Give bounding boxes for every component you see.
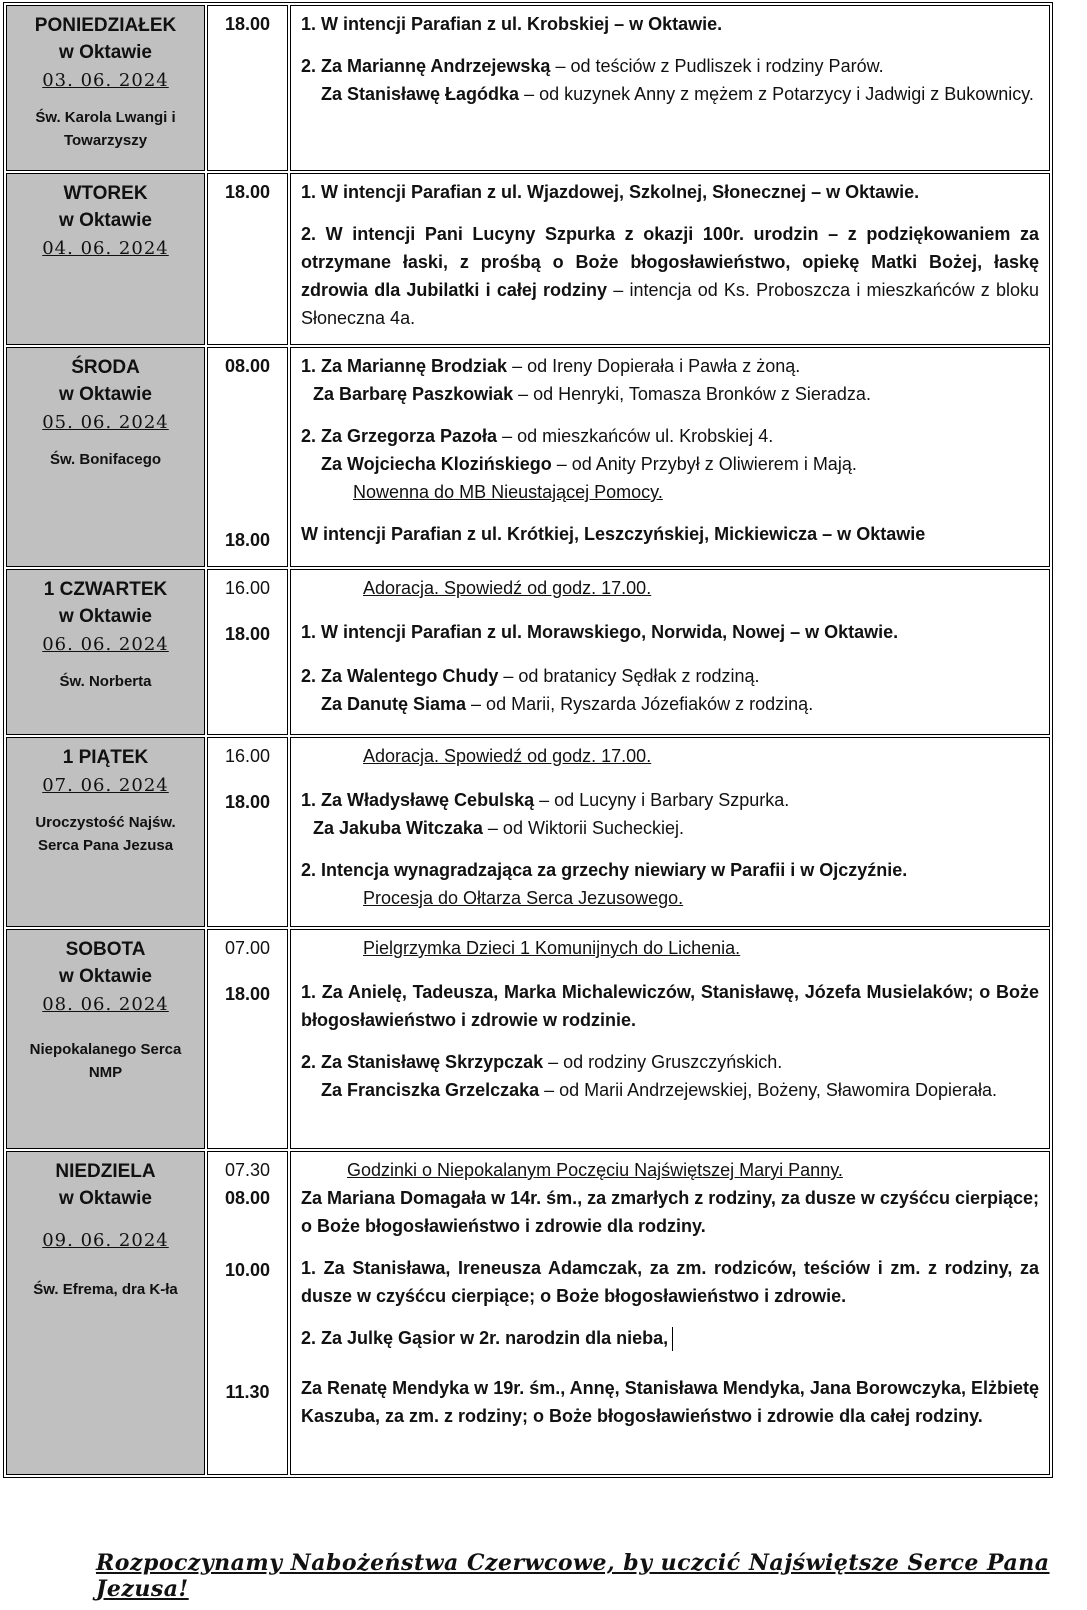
mass-time: 18.00 [224, 984, 271, 1004]
intention: Za Renatę Mendyka w 19r. śm., Annę, Stanisława Mendyka, Jana Borowczyka, Elżbietę Kaszuba, za zm. z rodziny; o Boże błogosławieństwo i zdrowie dla całej rodziny. [301, 1378, 1039, 1426]
mass-time: 18.00 [224, 624, 271, 644]
day-name: NIEDZIELA [55, 1161, 156, 1182]
day-name: SOBOTA [65, 939, 146, 960]
time-cell [207, 5, 288, 171]
day-row-wednesday [6, 347, 1050, 567]
day-row-tuesday [6, 173, 1050, 345]
intention: 1. W intencji Parafian z ul. Wjazdowej, Szkolnej, Słonecznej – w Oktawie. [301, 182, 920, 202]
day-cell [6, 737, 205, 927]
mass-time: 07.30 [224, 1160, 271, 1180]
day-cell [6, 173, 205, 345]
footer-announcement: Rozpoczynamy Nabożeństwa Czerwcowe, by uczcić Najświętsze Serce Pana Jezusa! [96, 1550, 1050, 1602]
mass-time: 08.00 [224, 1188, 271, 1208]
time-cell [207, 929, 288, 1149]
saint-name: Św. Bonifacego [49, 451, 162, 468]
service-note: Nowenna do MB Nieustającej Pomocy. [353, 482, 663, 502]
mass-time: 11.30 [225, 1382, 270, 1402]
intentions-cell [290, 173, 1050, 345]
time-cell [207, 1151, 288, 1475]
day-date: 05. 06. 2024 [42, 412, 169, 433]
day-date: 07. 06. 2024 [42, 775, 169, 796]
day-name: WTOREK [63, 183, 148, 204]
intention-name: Za Franciszka Grzelczaka [321, 1080, 540, 1100]
octave-label: w Oktawie [59, 606, 152, 627]
intention: 2. Za Julkę Gąsior w 2r. narodzin dla nieba, [301, 1328, 669, 1348]
intention: 1. W intencji Parafian z ul. Krobskiej – w Oktawie. [301, 14, 723, 34]
mass-schedule-table [3, 2, 1053, 1478]
day-date: 08. 06. 2024 [42, 994, 169, 1015]
intention-donor: – od Anity Przybył z Oliwierem i Mają. [551, 454, 857, 474]
intentions-cell [290, 5, 1050, 171]
mass-time: 18.00 [224, 530, 271, 550]
day-row-saturday [6, 929, 1050, 1149]
mass-time: 18.00 [224, 182, 271, 202]
intention-name: 2. Za Mariannę Andrzejewską [301, 56, 551, 76]
intention: 1. Za Stanisława, Ireneusza Adamczak, za zm. rodziców, teściów i zm. z rodziny, za dusze w czyśćcu cierpiące; o Boże błogosławieństwo i zdrowie. [301, 1258, 1039, 1306]
intention: 1. Za Anielę, Tadeusza, Marka Michalewiczów, Stanisławę, Józefa Musielaków; o Boże błogosławieństwo i zdrowie w rodzinie. [301, 982, 1039, 1030]
day-cell [6, 347, 205, 567]
saint-name: Uroczystość Najśw. Serca Pana Jezusa [35, 814, 176, 854]
intention-donor: – od kuzynek Anny z mężem z Potarzycy i Jadwigi z Bukownicy. [519, 84, 1034, 104]
mass-time: 16.00 [224, 746, 271, 766]
intention: Za Mariana Domagała w 14r. śm., za zmarłych z rodziny, za dusze w czyśćcu cierpiące; o Boże błogosławieństwo i zdrowie dla rodziny. [301, 1188, 1039, 1236]
mass-time: 16.00 [224, 578, 271, 598]
day-row-monday [6, 5, 1050, 171]
intention-donor: – intencja od Ks. Proboszcza i mieszkańców z bloku Słoneczna 4a. [301, 280, 1040, 328]
day-name: 1 PIĄTEK [62, 747, 149, 768]
intention-name: Za Stanisławę Łagódka [321, 84, 520, 104]
intention-name: Za Danutę Siama [321, 694, 467, 714]
saint-name: Niepokalanego Serca NMP [29, 1041, 182, 1081]
intention-donor: – od Henryki, Tomasza Bronków z Sieradza. [513, 384, 871, 404]
mass-time: 18.00 [224, 14, 271, 34]
intention-donor: – od Wiktorii Sucheckiej. [482, 818, 684, 838]
intention-donor: – od bratanicy Sędłak z rodziną. [498, 666, 760, 686]
time-cell [207, 569, 288, 735]
day-date: 03. 06. 2024 [42, 70, 169, 91]
day-name: 1 CZWARTEK [43, 579, 168, 600]
intention-donor: – od teściów z Pudliszek i rodziny Parów. [550, 56, 884, 76]
service-note: Adoracja. Spowiedź od godz. 17.00. [363, 578, 652, 598]
intention: 1. W intencji Parafian z ul. Morawskiego, Norwida, Nowej – w Oktawie. [301, 622, 899, 642]
mass-time: 18.00 [224, 792, 271, 812]
intention-name: 2. Za Grzegorza Pazoła [301, 426, 498, 446]
octave-label: w Oktawie [59, 1188, 152, 1209]
intentions-cell [290, 569, 1050, 735]
day-name: ŚRODA [71, 357, 140, 378]
service-note: Procesja do Ołtarza Serca Jezusowego. [363, 888, 684, 908]
service-note: Adoracja. Spowiedź od godz. 17.00. [363, 746, 652, 766]
day-cell [6, 929, 205, 1149]
day-cell [6, 569, 205, 735]
intentions-cell [290, 737, 1050, 927]
day-date: 06. 06. 2024 [42, 634, 169, 655]
day-cell [6, 5, 205, 171]
intention-name: 2. Za Walentego Chudy [301, 666, 499, 686]
intention-name: Za Wojciecha Klozińskiego [321, 454, 552, 474]
intention: W intencji Parafian z ul. Krótkiej, Leszczyńskiej, Mickiewicza – w Oktawie [301, 524, 926, 544]
octave-label: w Oktawie [59, 42, 152, 63]
day-date: 09. 06. 2024 [42, 1230, 169, 1251]
day-name: PONIEDZIAŁEK [34, 15, 177, 36]
intention-donor: – od Marii Andrzejewskiej, Bożeny, Sławomira Dopierała. [539, 1080, 997, 1100]
day-cell [6, 1151, 205, 1475]
day-row-thursday [6, 569, 1050, 735]
time-cell [207, 347, 288, 567]
time-cell [207, 173, 288, 345]
text-cursor [672, 1327, 673, 1351]
intention-donor: – od Ireny Dopierała i Pawła z żoną. [507, 356, 801, 376]
mass-time: 08.00 [224, 356, 271, 376]
intentions-cell [290, 347, 1050, 567]
intention-name: 2. Za Stanisławę Skrzypczak [301, 1052, 544, 1072]
intention: 2. Intencja wynagradzająca za grzechy niewiary w Parafii i w Ojczyźnie. [301, 860, 908, 880]
service-note: Pielgrzymka Dzieci 1 Komunijnych do Lichenia. [363, 938, 741, 958]
time-cell [207, 737, 288, 927]
mass-time: 10.00 [224, 1260, 271, 1280]
octave-label: w Oktawie [59, 384, 152, 405]
intentions-cell [290, 929, 1050, 1149]
day-row-sunday [6, 1151, 1050, 1475]
octave-label: w Oktawie [59, 210, 152, 231]
intention-donor: – od Lucyny i Barbary Szpurka. [534, 790, 790, 810]
intention-name: Za Jakuba Witczaka [313, 818, 483, 838]
day-row-friday [6, 737, 1050, 927]
intention-name: 1. Za Mariannę Brodziak [301, 356, 508, 376]
mass-time: 07.00 [224, 938, 271, 958]
saint-name: Św. Norberta [59, 673, 152, 690]
intention-donor: – od mieszkańców ul. Krobskiej 4. [497, 426, 774, 446]
service-note: Godzinki o Niepokalanym Poczęciu Najświętszej Maryi Panny. [347, 1160, 843, 1180]
day-date: 04. 06. 2024 [42, 238, 169, 259]
intention-name: Za Barbarę Paszkowiak [313, 384, 514, 404]
intentions-cell [290, 1151, 1050, 1475]
intention-donor: – od Marii, Ryszarda Józefiaków z rodziną. [466, 694, 814, 714]
saint-name: Św. Efrema, dra K-ła [33, 1281, 178, 1298]
intention-donor: – od rodziny Gruszczyńskich. [543, 1052, 783, 1072]
saint-name: Św. Karola Lwangi i Towarzyszy [35, 109, 176, 149]
intention-name: 2. W intencji Pani Lucyny Szpurka z okazji 100r. urodzin – z podziękowaniem za otrzymane łaski, z prośbą o Boże błogosławieństwo, opiekę Matki Bożej, łaskę zdrowia dla Jubilatki i całej rodziny [301, 224, 1039, 300]
octave-label: w Oktawie [59, 966, 152, 987]
intention-name: 1. Za Władysławę Cebulską [301, 790, 535, 810]
